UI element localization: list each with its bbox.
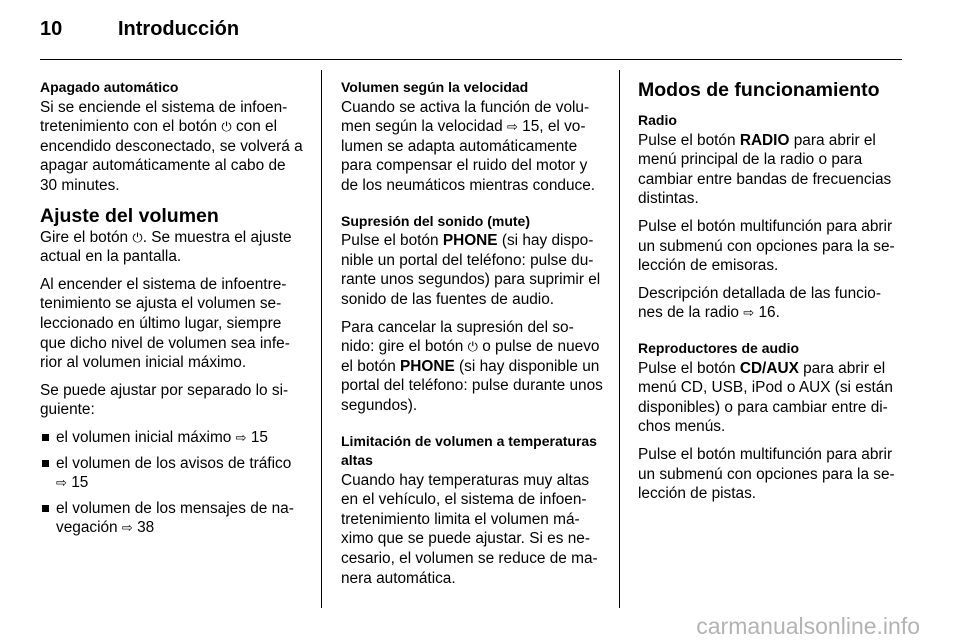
paragraph-volume-2: Al encender el sistema de infoentre-tenimiento se ajusta el volumen se-leccionado en último lugar, siempre que dicho nivel de volumen sea infe-rior al volumen inicial máximo. <box>40 275 290 372</box>
heading-mute: Supresión del sonido (mute) <box>341 212 531 229</box>
arrow-icon: ⇨ <box>743 305 755 321</box>
column-3 <box>638 78 902 512</box>
heading-audio-players: Reproductores de audio <box>638 339 800 356</box>
radio-key: RADIO <box>739 131 790 149</box>
arrow-icon: ⇨ <box>506 119 518 135</box>
power-icon: ⏻ <box>132 229 143 245</box>
paragraph-volume-3: Se puede ajustar por separado lo si-guiente: <box>40 381 289 419</box>
arrow-icon: ⇨ <box>235 429 247 445</box>
list-item: el volumen inicial máximo ⇨ 15 <box>40 428 303 448</box>
page-number: 10 <box>40 18 63 40</box>
heading-auto-off: Apagado automático <box>40 79 179 95</box>
page-ref[interactable]: 15 <box>71 474 89 492</box>
paragraph-mute: Pulse el botón PHONE (si hay dispo-nible un portal del teléfono: pulse du-rante unos segundos) para suprimir el sonido de las fuentes de audio. <box>341 232 601 308</box>
bullet-square-icon <box>42 434 49 441</box>
list-item: el volumen de los mensajes de na-vegación ⇨ 38 <box>40 499 303 538</box>
page-title: Introducción <box>118 18 240 40</box>
paragraph-players: Pulse el botón CD/AUX para abrir el menú CD, USB, iPod o AUX (si están disponibles) o para cambiar entre di-chos menús. <box>638 359 893 436</box>
column-divider <box>321 70 322 608</box>
bullet-square-icon <box>42 505 49 512</box>
paragraph-players-2: Pulse el botón multifunción para abrir un submenú con opciones para la se-lección de pistas. <box>638 445 895 503</box>
heading-speed-volume: Volumen según la velocidad <box>341 79 529 95</box>
heading-temperature: Limitación de volumen a temperaturas altas <box>341 432 597 469</box>
power-icon: ⏻ <box>467 339 478 355</box>
page-ref[interactable]: 15 <box>250 428 268 446</box>
paragraph-temperature: Cuando hay temperaturas muy altas en el vehículo, el sistema de infoen-tretenimiento limita el volumen má-ximo que se puede ajustar. Si es ne-cesario, el volumen se reduce de ma-nera automática. <box>341 471 598 587</box>
page-ref[interactable]: 16 <box>758 304 776 322</box>
paragraph-volume: Gire el botón ⏻. Se muestra el ajuste actual en la pantalla. <box>40 228 292 266</box>
arrow-icon: ⇨ <box>56 475 67 491</box>
paragraph-radio-3: Descripción detallada de las funcio-nes de la radio ⇨ 16. <box>638 284 881 322</box>
cdaux-key: CD/AUX <box>739 359 799 377</box>
column-2 <box>341 78 604 596</box>
heading-radio: Radio <box>638 112 677 128</box>
column-1 <box>40 78 303 544</box>
phone-key: PHONE <box>400 357 455 375</box>
power-icon: ⏻ <box>221 119 232 135</box>
list-item: el volumen de los avisos de tráfico ⇨ 15 <box>40 454 303 493</box>
arrow-icon: ⇨ <box>121 520 133 536</box>
page-ref[interactable]: 38 <box>137 519 155 537</box>
paragraph-radio: Pulse el botón RADIO para abrir el menú principal de la radio o para cambiar entre bandas de frecuencias distintas. <box>638 131 892 208</box>
paragraph-auto-off: Si se enciende el sistema de infoen-tretenimiento con el botón ⏻ con el encendido desconectado, se volverá a apagar automáticamente al cabo de 30 minutes. <box>40 98 303 194</box>
column-divider <box>619 70 620 608</box>
paragraph-radio-2: Pulse el botón multifunción para abrir un submenú con opciones para la se-lección de emisoras. <box>638 217 895 275</box>
bullet-square-icon <box>42 460 49 467</box>
page-header <box>40 18 920 52</box>
heading-modes: Modos de funcionamiento <box>638 79 880 101</box>
watermark: carmanualsonline.info <box>696 613 920 639</box>
phone-key: PHONE <box>442 232 498 250</box>
page-ref[interactable]: 15 <box>522 118 540 136</box>
paragraph-cancel-mute: Para cancelar la supresión del so-nido: gire el botón ⏻ o pulse de nuevo el botón PHONE (si hay disponible un portal del teléfono: pulse durante unos segundos). <box>341 318 603 414</box>
heading-volume: Ajuste del volumen <box>40 204 219 227</box>
header-rule <box>40 59 902 60</box>
paragraph-speed-volume: Cuando se activa la función de volu-men según la velocidad ⇨ 15, el vo-lumen se adapta automáticamente para compensar el ruido del motor y de los neumáticos mientras conduce. <box>341 98 596 194</box>
